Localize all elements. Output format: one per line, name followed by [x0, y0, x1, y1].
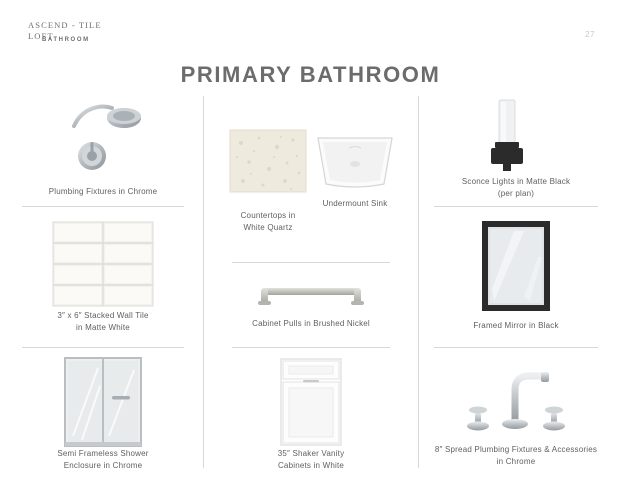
item-caption-line-1: 3″ x 6″ Stacked Wall Tile	[57, 311, 149, 320]
item-caption-line-1: 35″ Shaker Vanity	[277, 449, 345, 458]
item-semi-frameless-shower[interactable]	[22, 356, 184, 471]
item-caption-line-2: in Chrome	[496, 456, 536, 466]
shaker-vanity-icon	[232, 356, 390, 448]
page-number: 27	[585, 30, 595, 39]
item-caption-line-1: Sconce Lights in Matte Black	[461, 177, 571, 186]
quartz-slab-swatch-icon	[225, 128, 311, 194]
item-framed-mirror-black[interactable]	[434, 218, 598, 332]
column-divider-left	[203, 96, 204, 468]
item-caption-line-2: Enclosure in Chrome	[63, 460, 143, 470]
item-spread-plumbing-fixtures[interactable]	[430, 356, 602, 467]
brand-line-2: LOFT	[28, 30, 54, 41]
item-caption-line-1: 8″ Spread Plumbing Fixtures & Accessories	[434, 445, 598, 454]
item-cabinet-pulls-brushed-nickel[interactable]	[232, 272, 390, 330]
item-caption-line-2: White Quartz	[243, 222, 293, 232]
brand-line-1: ASCEND - TILE	[28, 20, 102, 30]
item-caption-line-2: (per plan)	[497, 188, 535, 198]
divider-col2-row1	[232, 262, 390, 263]
divider-col1-row2	[22, 347, 184, 348]
item-caption: Cabinet Pulls in Brushed Nickel	[252, 319, 370, 328]
shower-enclosure-icon	[22, 356, 184, 448]
widespread-faucet-icon	[430, 356, 602, 444]
divider-col3-row2	[434, 347, 598, 348]
item-caption-line-2: Cabinets in White	[277, 460, 345, 470]
brand-subtitle: BATHROOM	[42, 37, 90, 43]
column-divider-right	[418, 96, 419, 468]
item-caption-line-1: Semi Frameless Shower	[57, 449, 149, 458]
item-plumbing-fixtures-chrome[interactable]	[22, 96, 184, 198]
item-sconce-lights-matte-black[interactable]	[434, 96, 598, 199]
divider-col3-row1	[434, 206, 598, 207]
item-shaker-vanity-cabinets[interactable]	[232, 356, 390, 471]
item-caption: Plumbing Fixtures in Chrome	[48, 187, 158, 196]
undermount-sink-icon	[310, 128, 400, 194]
page-title: PRIMARY BATHROOM	[180, 62, 441, 87]
wall-sconce-icon	[434, 96, 598, 176]
divider-col1-row1	[22, 206, 184, 207]
item-countertops-white-quartz[interactable]	[225, 128, 311, 233]
framed-mirror-icon	[434, 218, 598, 314]
item-undermount-sink[interactable]	[310, 128, 400, 210]
divider-col2-row2	[232, 347, 390, 348]
bar-pull-icon	[232, 272, 390, 318]
item-caption-line-2: in Matte White	[76, 322, 130, 332]
item-caption-line-1: Countertops in	[240, 211, 296, 220]
stacked-tile-icon	[22, 218, 184, 310]
item-caption: Undermount Sink	[322, 199, 388, 208]
item-stacked-wall-tile[interactable]	[22, 218, 184, 333]
item-caption: Framed Mirror in Black	[473, 321, 559, 330]
showerhead-and-valve-icon	[22, 96, 184, 180]
